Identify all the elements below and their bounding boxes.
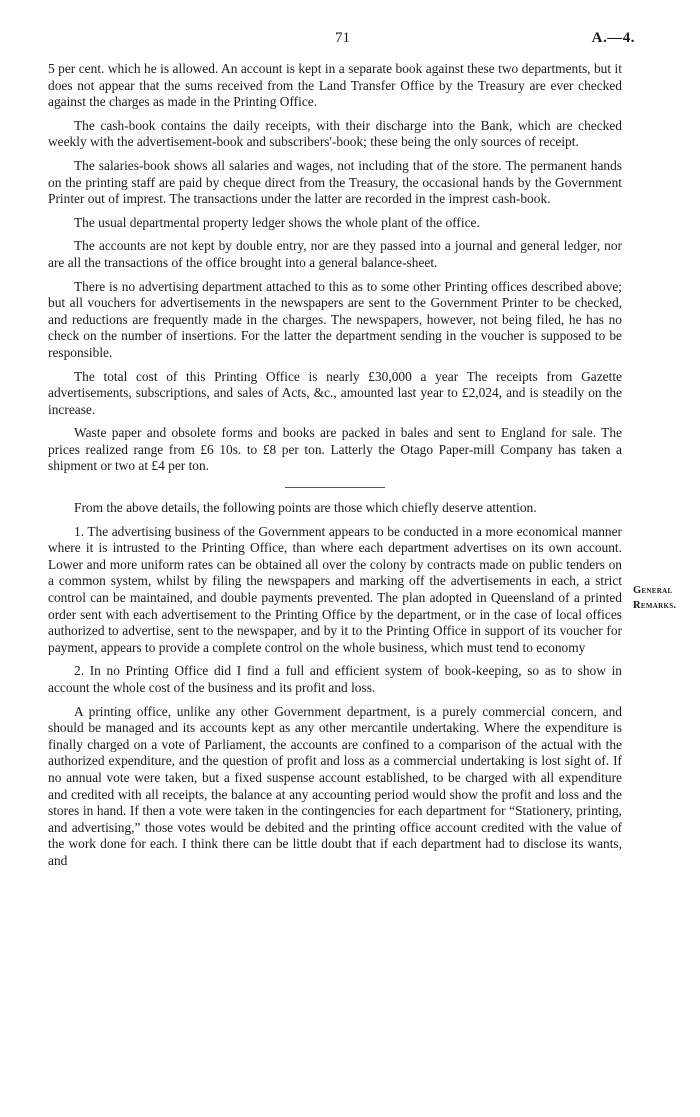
paragraph: 1. The advertising business of the Government appears to be conducted in a more economical manner where it is intrusted to the Printing Office, than where each department advertises on its own account. Lower and more uniform rates can be obtained all over the colony by contracts made on public tenders on a common system, whilst by filing the newspapers and marking off the advertisements in each, a strict control can be maintained, and double payments prevented. The plan adopted in Queensland of a printed order sent with each advertisement to the Printing Office by the department, or in the case of local offices authorized to advertise, sent to the newspaper, and by it to the Printing Office in support of its voucher for payment, appears to provide a complete control on the whole business, which must tend to economy: [48, 523, 622, 655]
paragraph: A printing office, unlike any other Government department, is a purely commercial concern, and should be managed and its accounts kept as any other mercantile undertaking. Where the expenditure is finally charged on a vote of Parliament, the accounts are confined to a comparison of the actual with the authorized expenditure, and the question of profit and loss as a commercial undertaking is lost sight of. If no annual vote were taken, but a fixed suspense account established, to be charged with all expenditure and credited with all receipts, the balance at any accounting period would show the profit and loss and the stores in hand. If then a vote were taken in the contingencies for each department for “Stationery, printing, and advertising,” those votes would be debited and the printing office account credited with the value of the work done for each. I think there can be little doubt that if each department had to disclose its wants, and: [48, 703, 622, 868]
paragraph: From the above details, the following points are those which chiefly deserve attention.: [74, 500, 537, 516]
paragraph: The cash-book contains the daily receipts, with their discharge into the Bank, which are checked weekly with the advertisement-book and subscribers'-book; these being the only sources of receipt.: [48, 117, 622, 150]
paragraph: The total cost of this Printing Office is nearly £30,000 a year The receipts from Gazette advertisements, subscriptions, and sales of Acts, &c., amounted last year to £2,024, and is steadily on the increase.: [48, 368, 622, 417]
paragraph: Waste paper and obsolete forms and books are packed in bales and sent to England for sale. The prices realized range from £6 10s. to £8 per ton. Latterly the Otago Paper-mill Company has taken a shipment or two at £4 per ton.: [48, 425, 622, 474]
paragraph: There is no advertising department attached to this as to some other Printing offices described above; but all vouchers for advertisements in the newspapers are sent to the Government Printer to be checked, and reductions are frequently made in the charges. The newspapers, however, not being filed, he has no check on the number of insertions. For the latter the department sending in the voucher is supposed to be responsible.: [48, 278, 622, 360]
page-header: [50, 30, 635, 52]
margin-note-general-remarks: [633, 583, 697, 613]
page-number: 71: [335, 30, 350, 46]
paragraph: The usual departmental property ledger shows the whole plant of the office.: [74, 214, 480, 230]
body-text: [48, 61, 622, 877]
paragraph: 2. In no Printing Office did I find a full and efficient system of book-keeping, so as to show in account the whole cost of the business and its profit and loss.: [48, 663, 622, 695]
paragraph: The salaries-book shows all salaries and wages, not including that of the store. The permanent hands on the printing staff are paid by cheque direct from the Treasury, the occasional hands by the Government Printer out of imprest. The transactions under the latter are recorded in the imprest cash-book.: [48, 157, 622, 207]
paragraph: The accounts are not kept by double entry, nor are they passed into a journal and general ledger, nor are all the transactions of the office brought into a general balance-sheet.: [48, 238, 622, 270]
paragraph: 5 per cent. which he is allowed. An account is kept in a separate book against these two departments, but it does not appear that the sums received from the Land Transfer Office by the Treasury are ever checked against the charges as made in the Printing Office.: [48, 61, 622, 110]
document-reference: A.—4.: [591, 30, 635, 46]
section-divider: [285, 487, 385, 488]
margin-note-line-1: General: [633, 585, 673, 596]
margin-note-line-2: Remarks.: [633, 600, 677, 611]
